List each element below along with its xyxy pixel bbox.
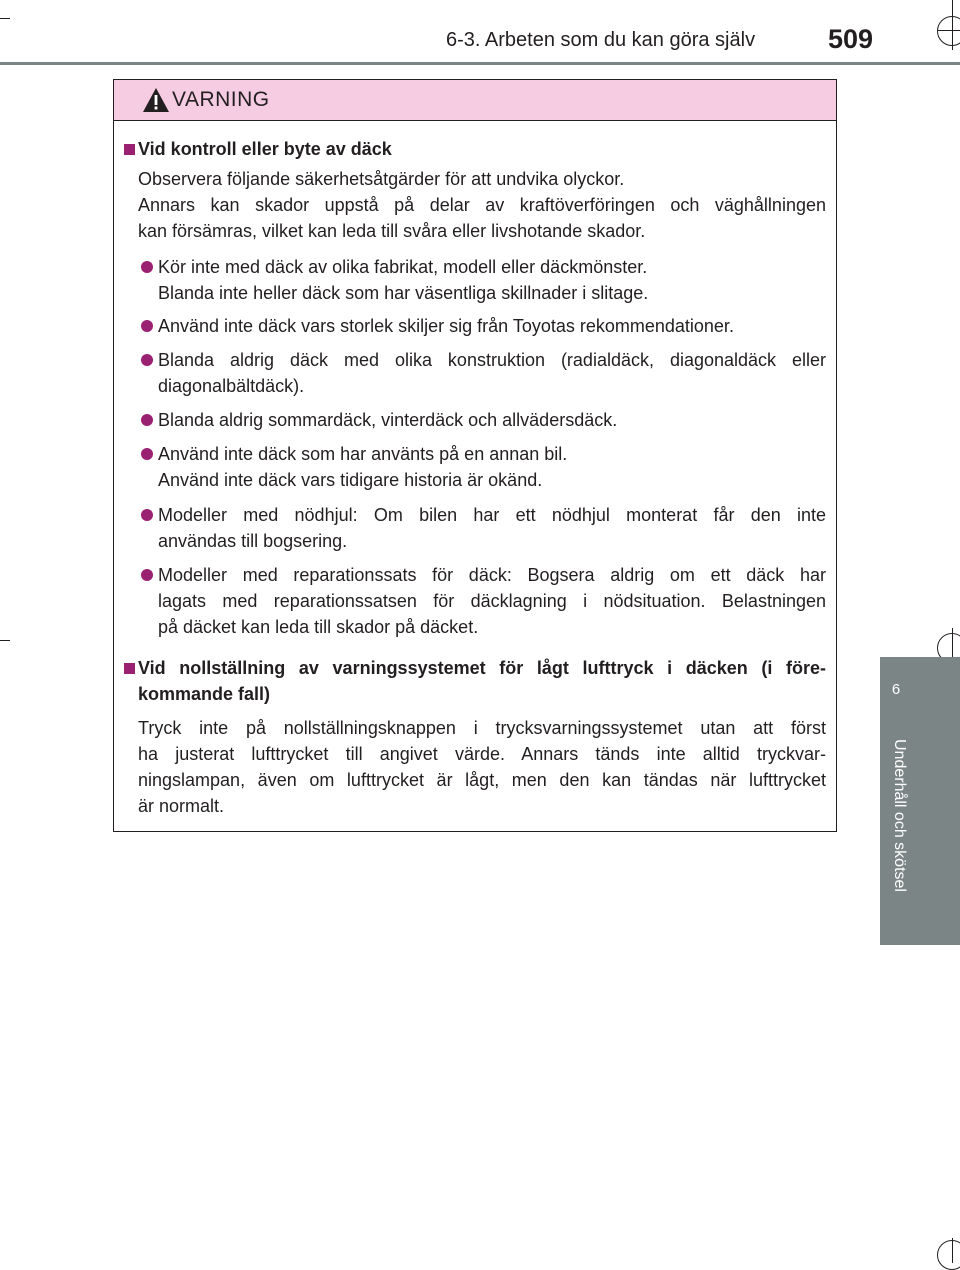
bullet-line: Använd inte däck vars tidigare historia är okänd. bbox=[158, 470, 543, 490]
bullet-dot bbox=[141, 354, 153, 366]
warning-box bbox=[113, 79, 837, 832]
section-title: 6-3. Arbeten som du kan göra själv bbox=[446, 29, 756, 51]
bullet-dot bbox=[141, 414, 153, 426]
bullet-line: Blanda aldrig däck med olika konstruktion (radialdäck, diagonaldäck eller bbox=[158, 350, 826, 370]
bullet-line: diagonalbältdäck). bbox=[158, 376, 305, 396]
bullet-dot bbox=[141, 569, 153, 581]
chapter-tab bbox=[880, 657, 960, 945]
crop-mark-top-left bbox=[0, 18, 10, 19]
intro-line: Observera följande säkerhetsåtgärder för att undvika olyckor. bbox=[138, 169, 625, 189]
body-line: ha justerat lufttrycket till angivet värde. Annars tänds inte alltid tryckvar- bbox=[138, 744, 826, 764]
heading-line: kommande fall) bbox=[138, 684, 271, 704]
chapter-label: Underhåll och skötsel bbox=[891, 739, 908, 892]
intro-line: kan försämras, vilket kan leda till svåra eller livshotande skador. bbox=[138, 221, 646, 241]
bullet-line: användas till bogsering. bbox=[158, 531, 348, 551]
section-square-marker bbox=[124, 663, 135, 674]
section-heading bbox=[138, 655, 826, 707]
warning-header bbox=[114, 80, 836, 121]
bullet-line: Använd inte däck som har använts på en annan bil. bbox=[158, 444, 568, 464]
bullet-line: Modeller med reparationssats för däck: Bogsera aldrig om ett däck har bbox=[158, 565, 826, 585]
page-number: 509 bbox=[828, 24, 874, 54]
bullet-dot bbox=[141, 509, 153, 521]
bullet-line: Blanda aldrig sommardäck, vinterdäck och allvädersdäck. bbox=[158, 410, 618, 430]
intro-line: Annars kan skador uppstå på delar av kraftöverföringen och väghållningen bbox=[138, 195, 826, 215]
bullet-line: på däcket kan leda till skador på däcket. bbox=[158, 617, 479, 637]
bullet-line: Blanda inte heller däck som har väsentliga skillnader i slitage. bbox=[158, 283, 649, 303]
body-line: är normalt. bbox=[138, 796, 225, 816]
body-line: Tryck inte på nollställningsknappen i trycksvarningssystemet utan att först bbox=[138, 718, 826, 738]
body-line: ningslampan, även om lufttrycket är lågt, men den kan tändas när lufttrycket bbox=[138, 770, 826, 790]
bullet-line: lagats med reparationssatsen för däcklagning i nödsituation. Belastningen bbox=[158, 591, 826, 611]
section-heading: Vid kontroll eller byte av däck bbox=[138, 139, 392, 159]
section-square-marker bbox=[124, 144, 135, 155]
bullet-line: Kör inte med däck av olika fabrikat, modell eller däckmönster. bbox=[158, 257, 648, 277]
bullet-dot bbox=[141, 448, 153, 460]
heading-line: Vid nollställning av varningssystemet för lågt lufttryck i däcken (i före- bbox=[138, 658, 826, 678]
crop-mark-mid-left bbox=[0, 640, 10, 641]
section-intro bbox=[138, 166, 826, 244]
section-body bbox=[138, 715, 826, 819]
warning-triangle-icon bbox=[142, 87, 170, 113]
bullet-line: Använd inte däck vars storlek skiljer sig från Toyotas rekommendationer. bbox=[158, 316, 734, 336]
registration-mark-bottom-right bbox=[937, 1240, 960, 1270]
registration-mark-top-right bbox=[937, 16, 960, 46]
warning-title: VARNING bbox=[172, 88, 270, 111]
bullet-dot bbox=[141, 261, 153, 273]
bullet-line: Modeller med nödhjul: Om bilen har ett nödhjul monterat får den inte bbox=[158, 505, 826, 525]
chapter-number: 6 bbox=[891, 681, 901, 698]
bullet-dot bbox=[141, 320, 153, 332]
header-rule bbox=[0, 62, 960, 65]
